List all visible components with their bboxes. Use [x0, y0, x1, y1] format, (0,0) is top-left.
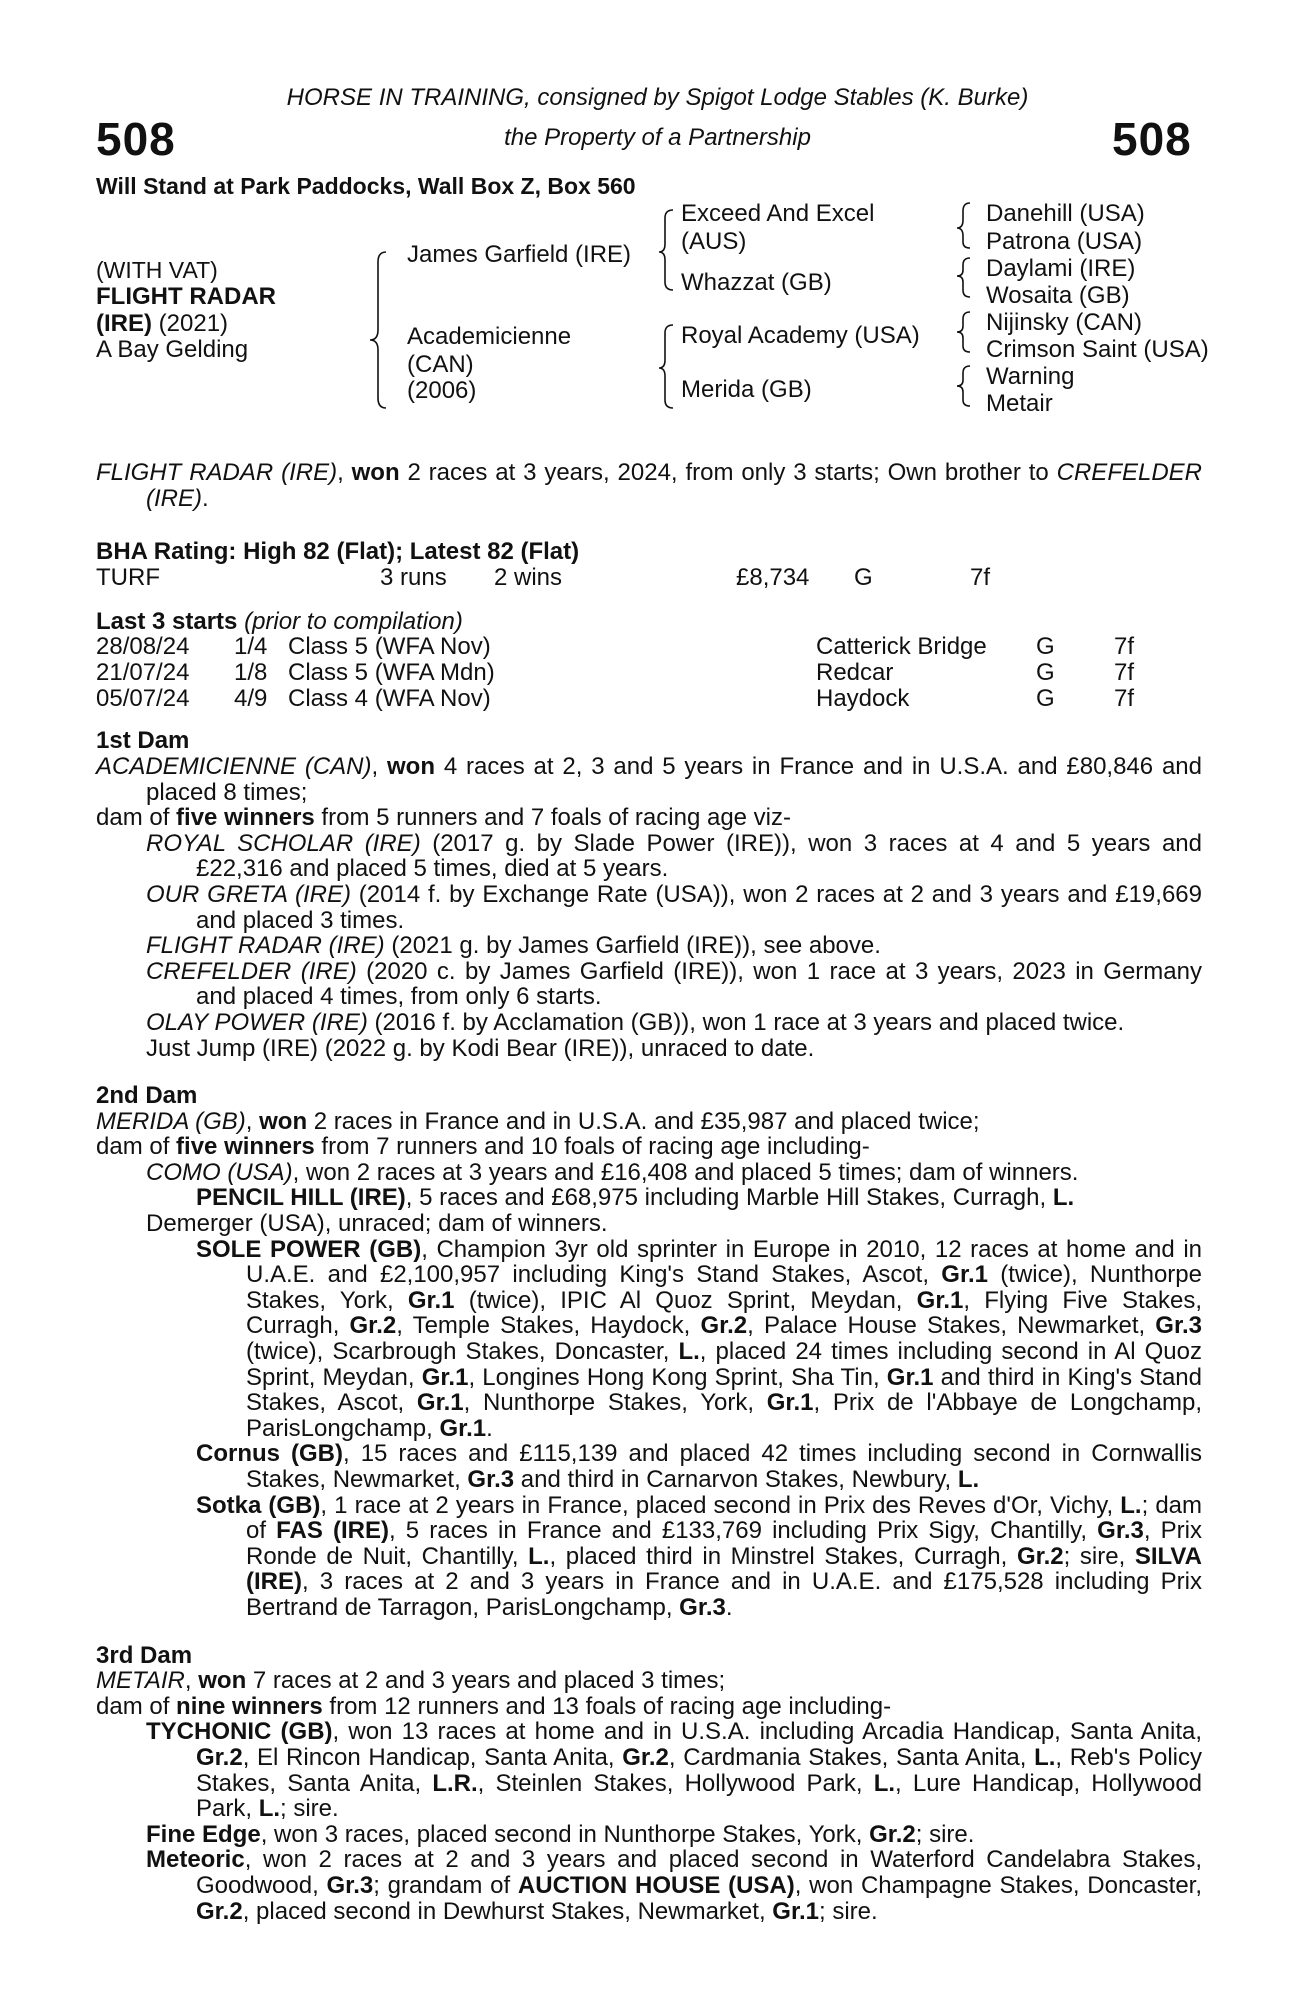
- pedigree-dam-line2: (CAN): [407, 351, 474, 378]
- second-dam-progeny: [96, 1160, 1202, 1621]
- progeny-item: OLAY POWER (IRE) (2016 f. by Acclamation (GB)), won 1 race at 3 years and placed twice.: [146, 1008, 1125, 1036]
- progeny-item: Just Jump (IRE) (2022 g. by Kodi Bear (IRE)), unraced to date.: [146, 1034, 815, 1062]
- progeny-meteoric: Meteoric, won 2 races at 2 and 3 years and placed second in Waterford Candelabra Stakes, Goodwood, Gr.3; grandam of AUCTION HOUSE (USA), won Champagne Stakes, Doncaster, Gr.2, placed second in Dewhurst Stakes, Newmarket, Gr.1; sire.: [146, 1846, 1202, 1925]
- race-summary: FLIGHT RADAR (IRE), won 2 races at 3 years, 2024, from only 3 starts; Own brother to CREFELDER (IRE).: [96, 459, 1202, 512]
- pedigree-g4-8: Metair: [986, 390, 1053, 417]
- third-dam-progeny: [96, 1719, 1202, 1924]
- pedigree-sire-sire-1: Exceed And Excel: [681, 200, 875, 227]
- third-dam-produce: dam of nine winners from 12 runners and 13 foals of racing age including-: [96, 1692, 892, 1720]
- last-starts-block: [96, 609, 1202, 713]
- third-dam-section: [96, 1643, 1202, 1925]
- start-row-1: 28/08/24 1/4 Class 5 (WFA Nov) Catterick Bridge G 7f: [96, 633, 1135, 661]
- pedigree-g4-3: Daylami (IRE): [986, 255, 1136, 282]
- brace-g3-2: [957, 258, 970, 297]
- progeny-tychonic: TYCHONIC (GB), won 13 races at home and in U.S.A. including Arcadia Handicap, Santa Anita, Gr.2, El Rincon Handicap, Santa Anita, Gr.2, Cardmania Stakes, Santa Anita, L., Reb's Policy Stakes, Santa Anita, L.R., Steinlen Stakes, Hollywood Park, L., Lure Handicap, Hollywood Park, L.; sire.: [146, 1718, 1203, 1823]
- second-dam-title: 2nd Dam: [96, 1082, 198, 1110]
- bha-rating: BHA Rating: High 82 (Flat); Latest 82 (Flat): [96, 538, 580, 566]
- start-row-3: 05/07/24 4/9 Class 4 (WFA Nov) Haydock G 7f: [96, 685, 1135, 713]
- progeny-item: OUR GRETA (IRE) (2014 f. by Exchange Rate (USA)), won 2 races at 2 and 3 years and £19,669 and placed 3 times.: [146, 880, 1202, 934]
- pedigree-dam-sire: Royal Academy (USA): [681, 322, 920, 349]
- brace-dam: [659, 325, 673, 408]
- header-consignor: HORSE IN TRAINING, consigned by Spigot Lodge Stables (K. Burke): [286, 84, 1029, 111]
- third-dam-record: METAIR, won 7 races at 2 and 3 years and placed 3 times;: [96, 1667, 726, 1695]
- progeny-como: COMO (USA), won 2 races at 3 years and £16,408 and placed 5 times; dam of winners.: [146, 1158, 1079, 1186]
- lot-number-right: 508: [1112, 113, 1192, 165]
- pedigree-dam-line3: (2006): [407, 377, 477, 404]
- progeny-item: ROYAL SCHOLAR (IRE) (2017 g. by Slade Power (IRE)), won 3 races at 4 and 5 years and £22,316 and placed 5 times, died at 5 years.: [146, 829, 1202, 883]
- last-starts-header: Last 3 starts (prior to compilation): [96, 607, 463, 635]
- third-dam-title: 3rd Dam: [96, 1641, 193, 1669]
- rating-block: [96, 539, 1202, 591]
- progeny-item: FLIGHT RADAR (IRE) (2021 g. by James Garfield (IRE)), see above.: [146, 932, 881, 960]
- horse-description: A Bay Gelding: [96, 336, 249, 363]
- brace-g3-4: [957, 366, 970, 406]
- horse-country: (IRE): [96, 310, 152, 337]
- pedigree-g4-5: Nijinsky (CAN): [986, 309, 1142, 336]
- pedigree-sire-sire-2: (AUS): [681, 228, 747, 255]
- stabling-location: Will Stand at Park Paddocks, Wall Box Z, Box 560: [96, 173, 636, 199]
- first-dam-record: ACADEMICIENNE (CAN), won 4 races at 2, 3 and 5 years in France and in U.S.A. and £80,846 and placed 8 times;: [96, 752, 1202, 806]
- second-dam-produce: dam of five winners from 7 runners and 10 foals of racing age including-: [96, 1133, 870, 1161]
- horse-name: FLIGHT RADAR: [96, 283, 276, 310]
- pedigree-g4-1: Danehill (USA): [986, 200, 1145, 227]
- pedigree-g4-4: Wosaita (GB): [986, 282, 1130, 309]
- brace-sire: [659, 210, 673, 290]
- brace-g3-1: [957, 203, 970, 248]
- pedigree-dam-line1: Academicienne: [407, 323, 572, 350]
- brace-g3-3: [957, 312, 970, 352]
- header-property: the Property of a Partnership: [504, 124, 811, 151]
- catalogue-body: [96, 460, 1202, 1924]
- progeny-cornus: Cornus (GB), 15 races and £115,139 and placed 42 times including second in Cornwallis Stakes, Newmarket, Gr.3 and third in Carnarvon Stakes, Newbury, L.: [196, 1440, 1203, 1493]
- brace-main: [370, 252, 386, 408]
- lot-number-left: 508: [96, 113, 176, 165]
- progeny-sole-power: SOLE POWER (GB), Champion 3yr old sprinter in Europe in 2010, 12 races at home and in U.A.E. and £2,100,957 including King's Stand Stakes, Ascot, Gr.1 (twice), Nunthorpe Stakes, York, Gr.1 (twice), IPIC Al Quoz Sprint, Meydan, Gr.1, Flying Five Stakes, Curragh, Gr.2, Temple Stakes, Haydock, Gr.2, Palace House Stakes, Newmarket, Gr.3 (twice), Scarbrough Stakes, Doncaster, L., placed 24 times including second in Al Quoz Sprint, Meydan, Gr.1, Longines Hong Kong Sprint, Sha Tin, Gr.1 and third in King's Stand Stakes, Ascot, Gr.1, Nunthorpe Stakes, York, Gr.1, Prix de l'Abbaye de Longchamp, ParisLongchamp, Gr.1.: [196, 1235, 1203, 1442]
- progeny-item: CREFELDER (IRE) (2020 c. by James Garfield (IRE)), won 1 race at 3 years, 2023 in Germany and placed 4 times, from only 6 starts.: [146, 957, 1202, 1011]
- pedigree-g4-2: Patrona (USA): [986, 228, 1143, 255]
- turf-record-row: TURF 3 runs 2 wins £8,734 G 7f: [96, 563, 991, 591]
- pedigree-g4-7: Warning: [986, 363, 1075, 390]
- pedigree-sire: James Garfield (IRE): [407, 241, 632, 268]
- first-dam-produce: dam of five winners from 5 runners and 7 foals of racing age viz-: [96, 804, 792, 832]
- pedigree-sire-dam: Whazzat (GB): [681, 269, 832, 296]
- second-dam-section: [96, 1083, 1202, 1620]
- progeny-pencil-hill: PENCIL HILL (IRE), 5 races and £68,975 including Marble Hill Stakes, Curragh, L.: [196, 1184, 1075, 1212]
- vat-note: (WITH VAT): [96, 257, 218, 283]
- first-dam-title: 1st Dam: [96, 727, 190, 755]
- progeny-demerger: Demerger (USA), unraced; dam of winners.: [146, 1210, 608, 1238]
- first-dam-section: [96, 728, 1202, 1061]
- progeny-fine-edge: Fine Edge, won 3 races, placed second in Nunthorpe Stakes, York, Gr.2; sire.: [146, 1820, 975, 1848]
- second-dam-record: MERIDA (GB), won 2 races in France and in U.S.A. and £35,987 and placed twice;: [96, 1107, 980, 1135]
- pedigree-dam-dam: Merida (GB): [681, 376, 812, 403]
- horse-year: (2021): [158, 310, 229, 337]
- start-row-2: 21/07/24 1/8 Class 5 (WFA Mdn) Redcar G 7f: [96, 659, 1135, 687]
- first-dam-progeny: [96, 831, 1202, 1061]
- pedigree-g4-6: Crimson Saint (USA): [986, 336, 1209, 363]
- progeny-sotka: Sotka (GB), 1 race at 2 years in France, placed second in Prix des Reves d'Or, Vichy, L.; dam of FAS (IRE), 5 races in France and £133,769 including Prix Sigy, Chantilly, Gr.3, Prix Ronde de Nuit, Chantilly, L., placed third in Minstrel Stakes, Curragh, Gr.2; sire, SILVA (IRE), 3 races at 2 and 3 years in France and in U.A.E. and £175,528 including Prix Bertrand de Tarragon, ParisLongchamp, Gr.3.: [196, 1491, 1203, 1621]
